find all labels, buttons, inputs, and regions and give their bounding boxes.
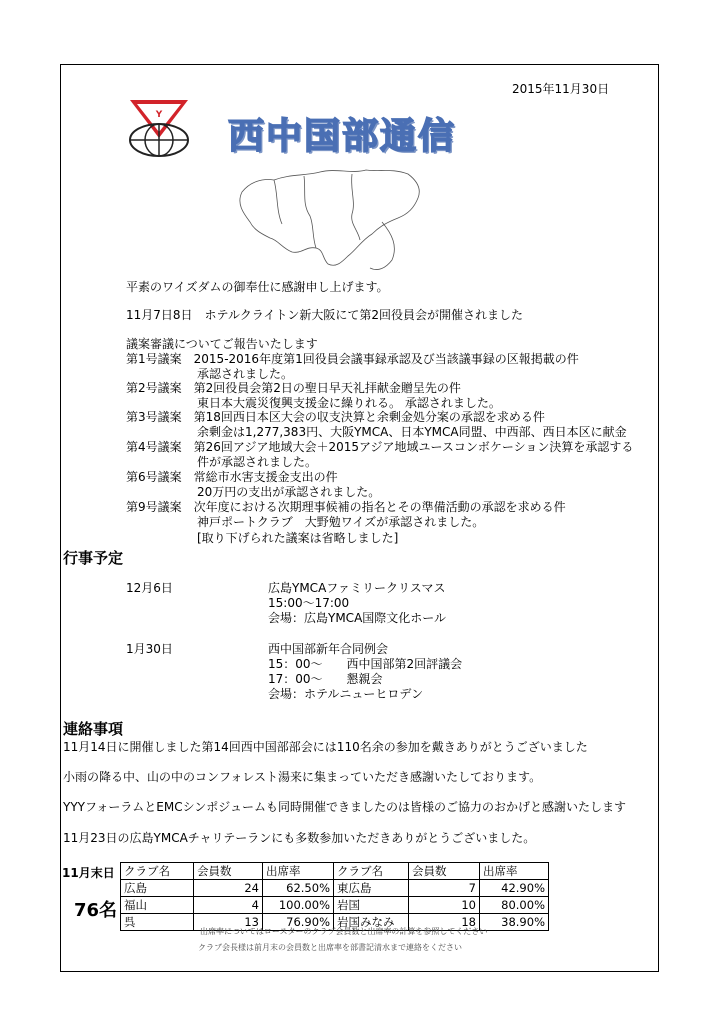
table-row [121,897,549,914]
event-date: 1月30日 [126,642,173,656]
event-details: 西中国部新年合同例会 15：00～ 西中国部第2回評議会 17：00～ 懇親会 会場：ホテルニューヒロデン [268,642,463,701]
table-cell: 24 [194,880,263,897]
table-header: 出席率 [480,863,549,880]
table-header: 出席率 [263,863,334,880]
table-row [121,880,549,897]
contact-item: 小雨の降る中、山の中のコンフォレスト湯来に集まっていただき感謝いたしております。 [63,770,542,784]
stats-table [120,862,549,931]
table-header: クラブ名 [121,863,194,880]
stats-note: 出席率についてはロースターのクラブ会員数と出席率の計算を参照してください [200,927,488,936]
table-cell: 岩国みなみ [334,914,409,931]
table-cell: 100.00% [263,897,334,914]
contact-heading: 連絡事項 [63,720,124,738]
stats-total: 76名 [74,900,118,921]
table-header: 会員数 [409,863,480,880]
event-details: 広島YMCAファミリークリスマス 15:00～17:00 会場：広島YMCA国際文化ホール [268,581,447,625]
agenda-item: 第1号議案 2015-2016年度第1回役員会議事録承認及び当該議事録の区報掲載の件 承認されました。 [126,352,579,381]
agenda-note: [取り下げられた議案は省略しました] [197,531,399,545]
table-cell: 呉 [121,914,194,931]
table-cell: 10 [409,897,480,914]
table-cell: 4 [194,897,263,914]
newsletter-title: 西中国部通信 [228,115,457,157]
event-date: 12月6日 [126,581,173,595]
table-header: クラブ名 [334,863,409,880]
table-cell: 13 [194,914,263,931]
meeting-note: 11月7日8日 ホテルクライトン新大阪にて第2回役員会が開催されました [126,308,523,322]
table-cell: 62.50% [263,880,334,897]
contact-item: YYYフォーラムとEMCシンポジュームも同時開催できましたのは皆様のご協力のおかげと感謝いたします [63,800,627,814]
agenda-item: 第6号議案 常総市水害支援金支出の件 20万円の支出が承認されました。 [126,470,381,499]
chugoku-map-icon [232,164,427,274]
svg-text:Y: Y [155,110,163,120]
stats-note: クラブ会長様は前月末の会員数と出席率を部書記清水まで連絡をください [198,943,462,952]
table-cell: 80.00% [480,897,549,914]
table-cell: 福山 [121,897,194,914]
table-cell: 18 [409,914,480,931]
table-cell: 76.90% [263,914,334,931]
agenda-item: 第3号議案 第18回西日本区大会の収支決算と余剰金処分案の承認を求める件 余剰金は1,277,383円、大阪YMCA、日本YMCA同盟、中西部、西日本区に献金 [126,410,627,439]
events-heading: 行事予定 [63,549,124,567]
table-cell: 7 [409,880,480,897]
table-header: 会員数 [194,863,263,880]
agenda-intro: 議案審議についてご報告いたします [126,337,318,351]
agenda-item: 第4号議案 第26回アジア地域大会＋2015アジア地域ユースコンボケーション決算を承認する 件が承認されました。 [126,440,634,469]
contact-item: 11月14日に開催しました第14回西中国部部会には110名余の参加を戴きありがとうございました [63,740,588,754]
agenda-item: 第9号議案 次年度における次期理事候補の指名とその準備活動の承認を求める件 神戸ポートクラブ 大野勉ワイズが承認されました。 [126,500,566,529]
table-cell: 岩国 [334,897,409,914]
greeting: 平素のワイズダムの御奉仕に感謝申し上げます。 [126,280,389,294]
stats-month-label: 11月末日 [62,866,115,880]
table-cell: 広島 [121,880,194,897]
table-cell: 38.90% [480,914,549,931]
table-header-row [121,863,549,880]
issue-date: 2015年11月30日 [512,82,610,96]
ymca-logo-icon [128,98,190,160]
agenda-item: 第2号議案 第2回役員会第2日の聖日早天礼拝献金贈呈先の件 東日本大震災復興支援金に繰りれる。 承認されました。 [126,381,501,410]
table-cell: 42.90% [480,880,549,897]
contact-item: 11月23日の広島YMCAチャリテーランにも多数参加いただきありがとうございました。 [63,831,536,845]
table-cell: 東広島 [334,880,409,897]
